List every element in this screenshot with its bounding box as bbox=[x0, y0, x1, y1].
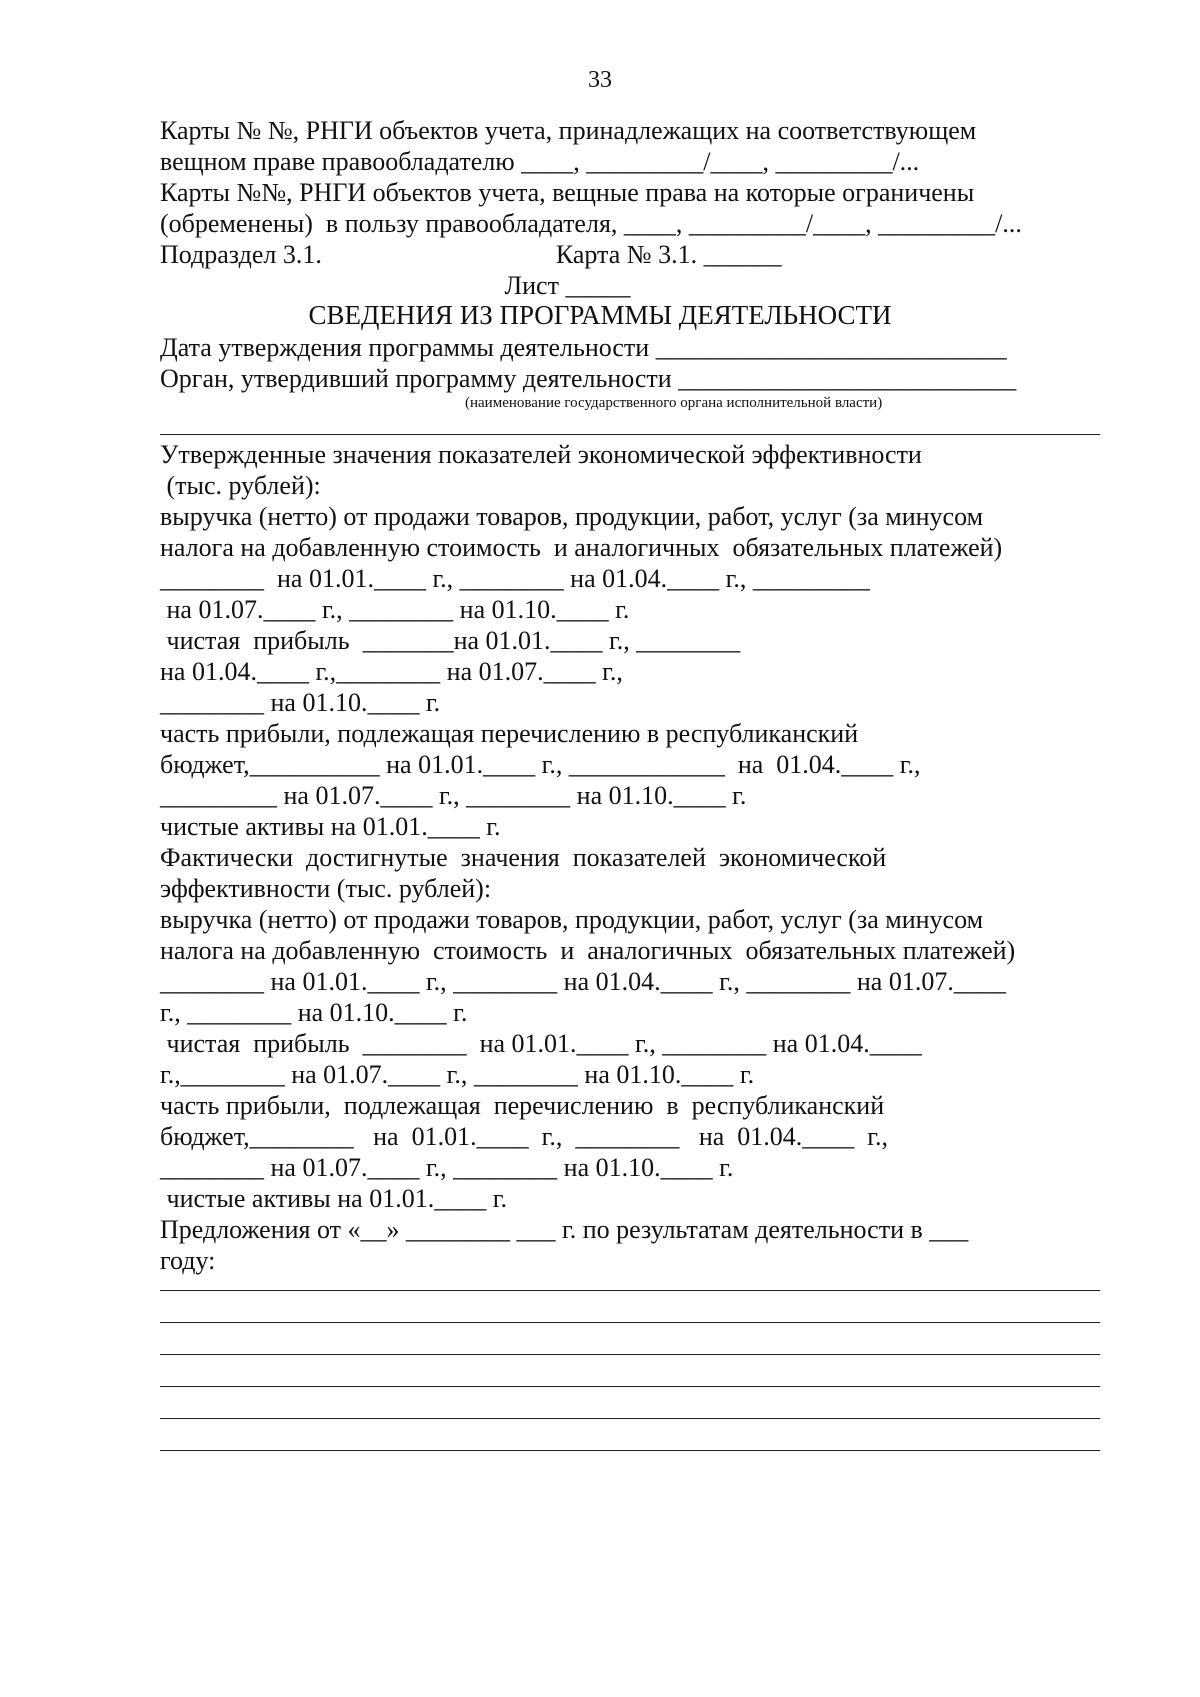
approved-line: Утвержденные значения показателей экономической эффективности bbox=[160, 440, 922, 469]
approval-caption: (наименование государственного органа исполнительной власти) bbox=[465, 395, 883, 411]
blank-line bbox=[160, 1450, 1100, 1451]
actual-line: бюджет,________ на 01.01.____ г., ________ на 01.04.____ г., bbox=[160, 1122, 888, 1151]
approved-line: выручка (нетто) от продажи товаров, продукции, работ, услуг (за минусом bbox=[160, 502, 984, 531]
header-line: Карты №№, РНГИ объектов учета, вещные права на которые ограничены bbox=[160, 178, 975, 207]
section-title: СВЕДЕНИЯ ИЗ ПРОГРАММЫ ДЕЯТЕЛЬНОСТИ bbox=[308, 300, 892, 330]
actual-line: г.,________ на 01.07.____ г., ________ на 01.10.____ г. bbox=[160, 1060, 755, 1089]
actual-line: выручка (нетто) от продажи товаров, продукции, работ, услуг (за минусом bbox=[160, 905, 984, 934]
approved-line: на 01.04.____ г.,________ на 01.07.____ г., bbox=[160, 657, 623, 686]
blank-line bbox=[160, 1290, 1100, 1291]
approval-body-line: Орган, утвердивший программу деятельности __________________________ bbox=[160, 364, 1017, 393]
page-number: 33 bbox=[588, 67, 612, 93]
approved-line: ________ на 01.10.____ г. bbox=[160, 688, 441, 717]
proposals-line: Предложения от «__» ________ ___ г. по результатам деятельности в ___ bbox=[160, 1215, 969, 1244]
sheet-line: Лист _____ bbox=[160, 271, 631, 300]
actual-line: налога на добавленную стоимость и аналогичных обязательных платежей) bbox=[160, 936, 1016, 965]
header-line: вещном праве правообладателю ____, _________/____, _________/... bbox=[160, 147, 920, 176]
approved-line: чистая прибыль _______на 01.01.____ г., ________ bbox=[160, 626, 741, 655]
blank-line bbox=[160, 1386, 1100, 1387]
actual-line: эффективности (тыс. рублей): bbox=[160, 874, 492, 903]
actual-line: г., ________ на 01.10.____ г. bbox=[160, 998, 468, 1027]
actual-line: чистая прибыль ________ на 01.01.____ г., ________ на 01.04.____ bbox=[160, 1029, 922, 1058]
approved-line: чистые активы на 01.01.____ г. bbox=[160, 812, 501, 841]
approved-line: часть прибыли, подлежащая перечислению в республиканский bbox=[160, 719, 859, 748]
approved-line: налога на добавленную стоимость и аналогичных обязательных платежей) bbox=[160, 533, 1003, 562]
approved-line: на 01.07.____ г., ________ на 01.10.____ г. bbox=[160, 595, 630, 624]
blank-line bbox=[160, 1322, 1100, 1323]
blank-line bbox=[160, 1354, 1100, 1355]
approved-line: _________ на 01.07.____ г., ________ на 01.10.____ г. bbox=[160, 781, 747, 810]
actual-line: Фактически достигнутые значения показателей экономической bbox=[160, 843, 887, 872]
actual-line: ________ на 01.07.____ г., ________ на 01.10.____ г. bbox=[160, 1153, 734, 1182]
proposals-line: году: bbox=[160, 1246, 216, 1275]
approved-line: ________ на 01.01.____ г., ________ на 01.04.____ г., _________ bbox=[160, 564, 870, 593]
blank-line bbox=[160, 1418, 1100, 1419]
approval-date-line: Дата утверждения программы деятельности ___________________________ bbox=[160, 333, 1007, 362]
header-line: Карты № №, РНГИ объектов учета, принадлежащих на соответствующем bbox=[160, 116, 977, 145]
actual-line: ________ на 01.01.____ г., ________ на 01.04.____ г., ________ на 01.07.____ bbox=[160, 967, 1006, 996]
approved-line: бюджет,__________ на 01.01.____ г., ____________ на 01.04.____ г., bbox=[160, 750, 921, 779]
subsection-card-line: Подраздел 3.1. Карта № 3.1. ______ bbox=[160, 240, 782, 269]
actual-line: часть прибыли, подлежащая перечислению в республиканский bbox=[160, 1091, 885, 1120]
header-line: (обременены) в пользу правообладателя, ____, _________/____, _________/... bbox=[160, 209, 1022, 238]
actual-line: чистые активы на 01.01.____ г. bbox=[160, 1184, 507, 1213]
separator-line bbox=[160, 434, 1100, 435]
approved-line: (тыс. рублей): bbox=[160, 471, 321, 500]
